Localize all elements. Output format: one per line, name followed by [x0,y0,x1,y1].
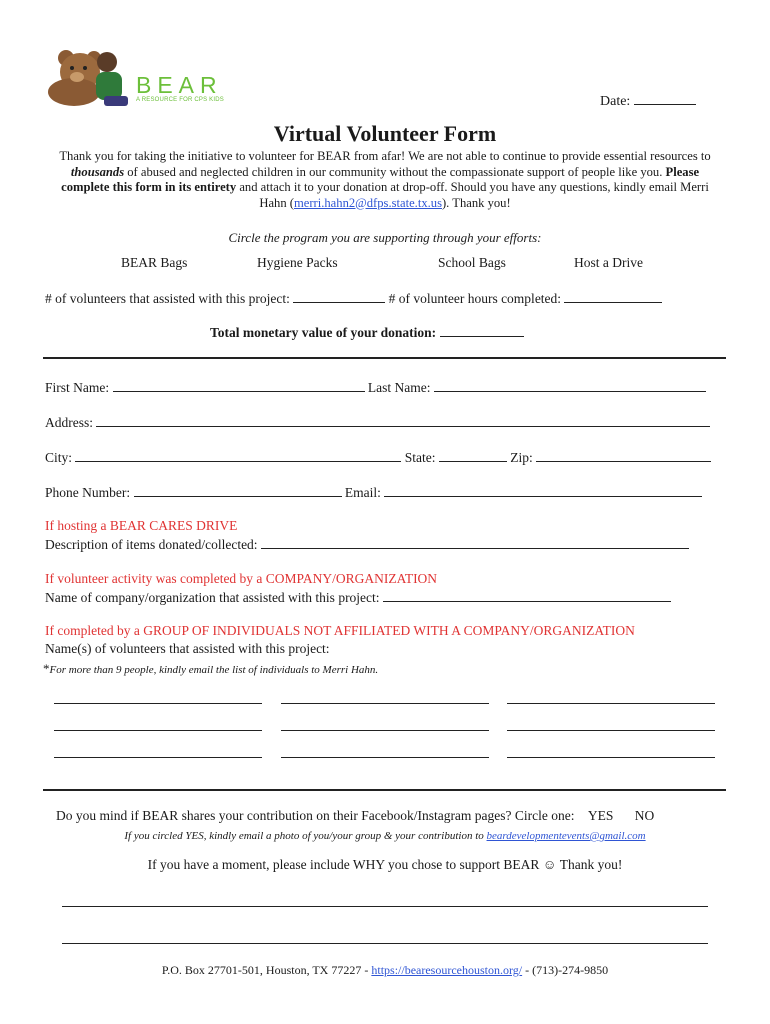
social-note [0,826,770,844]
social-share-question: Do you mind if BEAR shares your contribution on their Facebook/Instagram pages? Circle one: [56,808,575,823]
logo-subtitle: A RESOURCE FOR CPS KIDS [136,97,224,103]
footer [0,963,770,978]
address-input[interactable] [96,414,710,427]
contact-email-link[interactable]: merri.hahn2@dfps.state.tx.us [293,195,442,210]
program-hygiene-packs[interactable]: Hygiene Packs [257,255,338,270]
why-prompt: If you have a moment, please include WHY you chose to support BEAR ☺ Thank you! [147,857,623,872]
drive-description-input[interactable] [261,536,689,549]
social-yes-option[interactable]: YES [587,808,614,823]
group-note-text: For more than 9 people, kindly email the list of individuals to Merri Hahn. [49,664,379,676]
date-label: Date: [600,94,631,109]
zip-label: Zip: [510,450,533,465]
intro-text-2: of abused and neglected children in our community without the compassionate support of people like you. [124,164,666,179]
group-section-heading: If completed by a GROUP OF INDIVIDUALS NOT AFFILIATED WITH A COMPANY/ORGANIZATION [45,623,635,638]
first-name-input[interactable] [113,379,365,392]
total-donation-input[interactable] [440,324,524,337]
drive-section-heading: If hosting a BEAR CARES DRIVE [45,518,238,533]
email-input[interactable] [384,484,702,497]
volunteer-name-line-6[interactable] [507,730,715,731]
volunteer-name-line-3[interactable] [507,703,715,704]
company-name-row [45,589,671,606]
group-note [43,660,378,678]
volunteer-count-row [45,290,662,307]
email-label: Email: [344,485,381,500]
volunteer-name-line-7[interactable] [54,757,262,758]
phone-label: Phone Number: [45,485,131,500]
company-name-input[interactable] [383,589,671,602]
why-answer-line-2[interactable] [62,943,708,944]
volunteer-name-line-1[interactable] [54,703,262,704]
volunteer-count-input[interactable] [293,290,385,303]
section-divider [43,357,726,359]
total-donation-row [210,324,524,341]
intro-bold: Please complete this form in its entirety [61,164,700,194]
section-divider-2 [43,789,726,791]
total-donation-label: Total monetary value of your donation: [210,325,437,340]
volunteer-name-line-4[interactable] [54,730,262,731]
social-share-row [56,808,654,824]
program-school-bags[interactable]: School Bags [438,255,506,270]
volunteer-hours-label: # of volunteer hours completed: [388,291,562,306]
zip-input[interactable] [536,449,711,462]
city-row [45,449,711,466]
group-names-label: Name(s) of volunteers that assisted with this project: [45,641,330,656]
intro-text-1: Thank you for taking the initiative to volunteer for BEAR from afar! We are not able to continue to provide essential resources to [59,149,711,163]
last-name-label: Last Name: [367,380,431,395]
program-bear-bags[interactable]: BEAR Bags [121,255,188,270]
intro-text-4: ). Thank you! [441,195,511,210]
teddy-bear-child-icon [44,44,144,106]
volunteer-name-line-9[interactable] [507,757,715,758]
intro-emphasis: thousands [70,164,125,179]
social-note-text: If you circled YES, kindly email a photo of you/your group & your contribution to [124,830,487,842]
intro-paragraph [50,149,720,211]
social-email-link[interactable]: beardevelopmentevents@gmail.com [486,830,646,842]
volunteer-hours-input[interactable] [564,290,662,303]
circle-program-prompt: Circle the program you are supporting through your efforts: [228,230,542,245]
city-label: City: [45,450,73,465]
form-title: Virtual Volunteer Form [273,121,497,146]
volunteer-count-label: # of volunteers that assisted with this project: [45,291,290,306]
intro-text-3: and attach it to your donation at drop-off. Should you have any questions, kindly email Merri Hahn ( [236,180,709,210]
drive-description-row [45,536,689,553]
volunteer-name-line-5[interactable] [281,730,489,731]
footer-website-link[interactable]: https://bearesourcehouston.org/ [371,963,523,977]
name-row [45,379,706,396]
first-name-label: First Name: [45,380,110,395]
program-host-drive[interactable]: Host a Drive [574,255,643,270]
state-input[interactable] [439,449,507,462]
address-row [45,414,710,431]
footer-address: P.O. Box 27701-501, Houston, TX 77227 - [161,963,372,977]
phone-row [45,484,702,501]
address-label: Address: [45,415,93,430]
date-field [600,92,696,110]
city-input[interactable] [75,449,401,462]
footer-phone: - (713)-274-9850 [522,963,609,977]
phone-input[interactable] [134,484,342,497]
volunteer-name-line-2[interactable] [281,703,489,704]
company-name-label: Name of company/organization that assisted with this project: [45,590,380,605]
group-note-asterisk: * [43,661,50,676]
logo-text: BEAR [136,72,223,98]
last-name-input[interactable] [434,379,706,392]
volunteer-name-line-8[interactable] [281,757,489,758]
why-answer-line-1[interactable] [62,906,708,907]
company-section-heading: If volunteer activity was completed by a COMPANY/ORGANIZATION [45,571,438,586]
social-no-option[interactable]: NO [634,808,655,823]
drive-description-label: Description of items donated/collected: [45,537,258,552]
date-input[interactable] [634,92,696,105]
state-label: State: [404,450,436,465]
